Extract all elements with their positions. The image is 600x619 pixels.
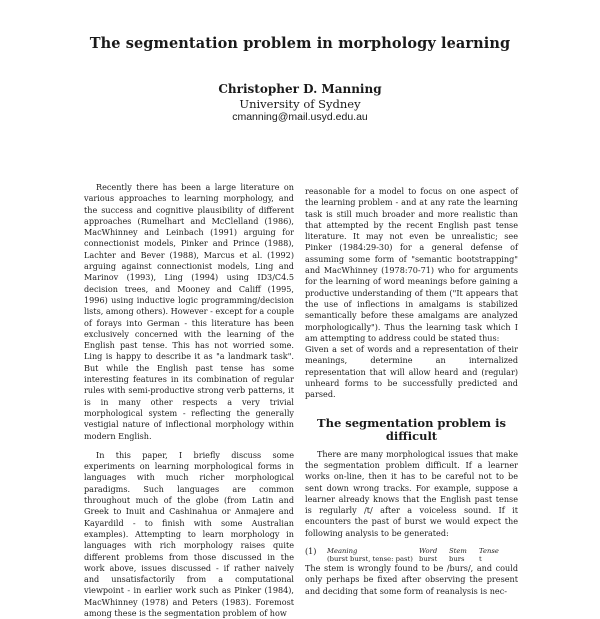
example-tense xyxy=(479,547,509,563)
paper-title: The segmentation problem in morphology learning xyxy=(89,35,511,52)
example-meaning-value: (burst burst, tense: past) xyxy=(327,555,413,564)
author-name: Christopher D. Manning xyxy=(218,82,382,96)
example-tense-header: Tense xyxy=(479,547,499,556)
right-paragraph-1: reasonable for a model to focus on one aspect of the learning problem - and at any rate the learning task is still much broader and more realistic than that attempted by the recent English past tense literature. It may not even be unrealistic; see Pinker (1984:29-30) for a general defense of assuming some form of "semantic bootstrapping" and MacWhinney (1978:70-71) who for arguments for the learning of word meanings before gaining a productive understanding of them ("It appears that the use of inflections in amalgams is stabilized semantically before these amalgams are analyzed morphologically"). Thus the learning task which I am attempting to address could be stated thus: xyxy=(305,186,518,343)
example-meaning-header: Meaning xyxy=(327,547,358,556)
author-email: cmanning@mail.usyd.edu.au xyxy=(232,111,368,123)
author-affiliation: University of Sydney xyxy=(239,97,361,111)
example-stem-value: burs xyxy=(449,555,465,564)
left-column xyxy=(84,182,294,619)
example-meaning xyxy=(327,547,419,563)
example-word xyxy=(419,547,449,563)
example-stem xyxy=(449,547,479,563)
left-paragraph-1: Recently there has been a large literature on various approaches to learning morphology, and the success and cognitive plausibility of different approaches (Rumelhart and McClelland (1986), MacWhinney and Leinbach (1991) arguing for connectionist models, Pinker and Prince (1988), Lachter and Bever (1988), Marcus et al. (1992) arguing against connectionist models, Ling and Marinov (1993), Ling (1994) using ID3/C4.5 decision trees, and Mooney and Califf (1995, 1996) using inductive logic programming/decision lists, among others). However - except for a couple of forays into German - this literature has been exclusively concerned with the learning of the English past tense. This has not worried some. Ling is happy to describe it as "a landmark task". But while the English past tense has some interesting features in its combination of regular rules with semi-productive strong verb patterns, it is in many other respects a very trivial morphological system - reflecting the generally vestigial nature of inflectional morphology within modern English. xyxy=(84,182,295,441)
example-1 xyxy=(305,547,518,563)
left-paragraph-2: In this paper, I briefly discuss some experiments on learning morphological forms in languages with much richer morphological paradigms. Such languages are common throughout much of the globe (from Latin and Greek to Inuit and Cashinahua or Anmajere and Kayardild - to finish with some Australian examples). Attempting to learn morphology in languages with rich morphology raises quite different problems from those discussed in the work above, issues discussed - if rather naively and unsatisfactorily from a computational viewpoint - in earlier work such as Pinker (1984), MacWhinney (1978) and Peters (1983). Foremost among these is the segmentation problem of how xyxy=(84,449,294,618)
right-paragraph-3: The stem is wrongly found to be /burs/, and could only perhaps be fixed after observing the present and deciding that some form of reanalysis is nec- xyxy=(305,563,518,596)
right-column xyxy=(305,186,518,597)
task-statement-quote: Given a set of words and a representation of their meanings, determine an internalized representation that will allow heard and (regular) unheard forms to be successfully predicted and parsed. xyxy=(305,344,518,400)
right-paragraph-2: There are many morphological issues that make the segmentation problem difficult. If a learner works on-line, then it has to be careful not to be sent down wrong tracks. For example, suppose a learner already knows that the English past tense is regularly /t/ after a voiceless sound. If it encounters the past of burst we would expect the following analysis to be generated: xyxy=(305,448,518,538)
example-stem-header: Stem xyxy=(449,547,467,556)
example-number: (1) xyxy=(305,546,317,557)
section-heading: The segmentation problem is difficult xyxy=(317,415,506,443)
example-word-header: Word xyxy=(419,547,438,556)
example-tense-value: t xyxy=(479,555,482,564)
example-word-value: burst xyxy=(419,555,438,564)
